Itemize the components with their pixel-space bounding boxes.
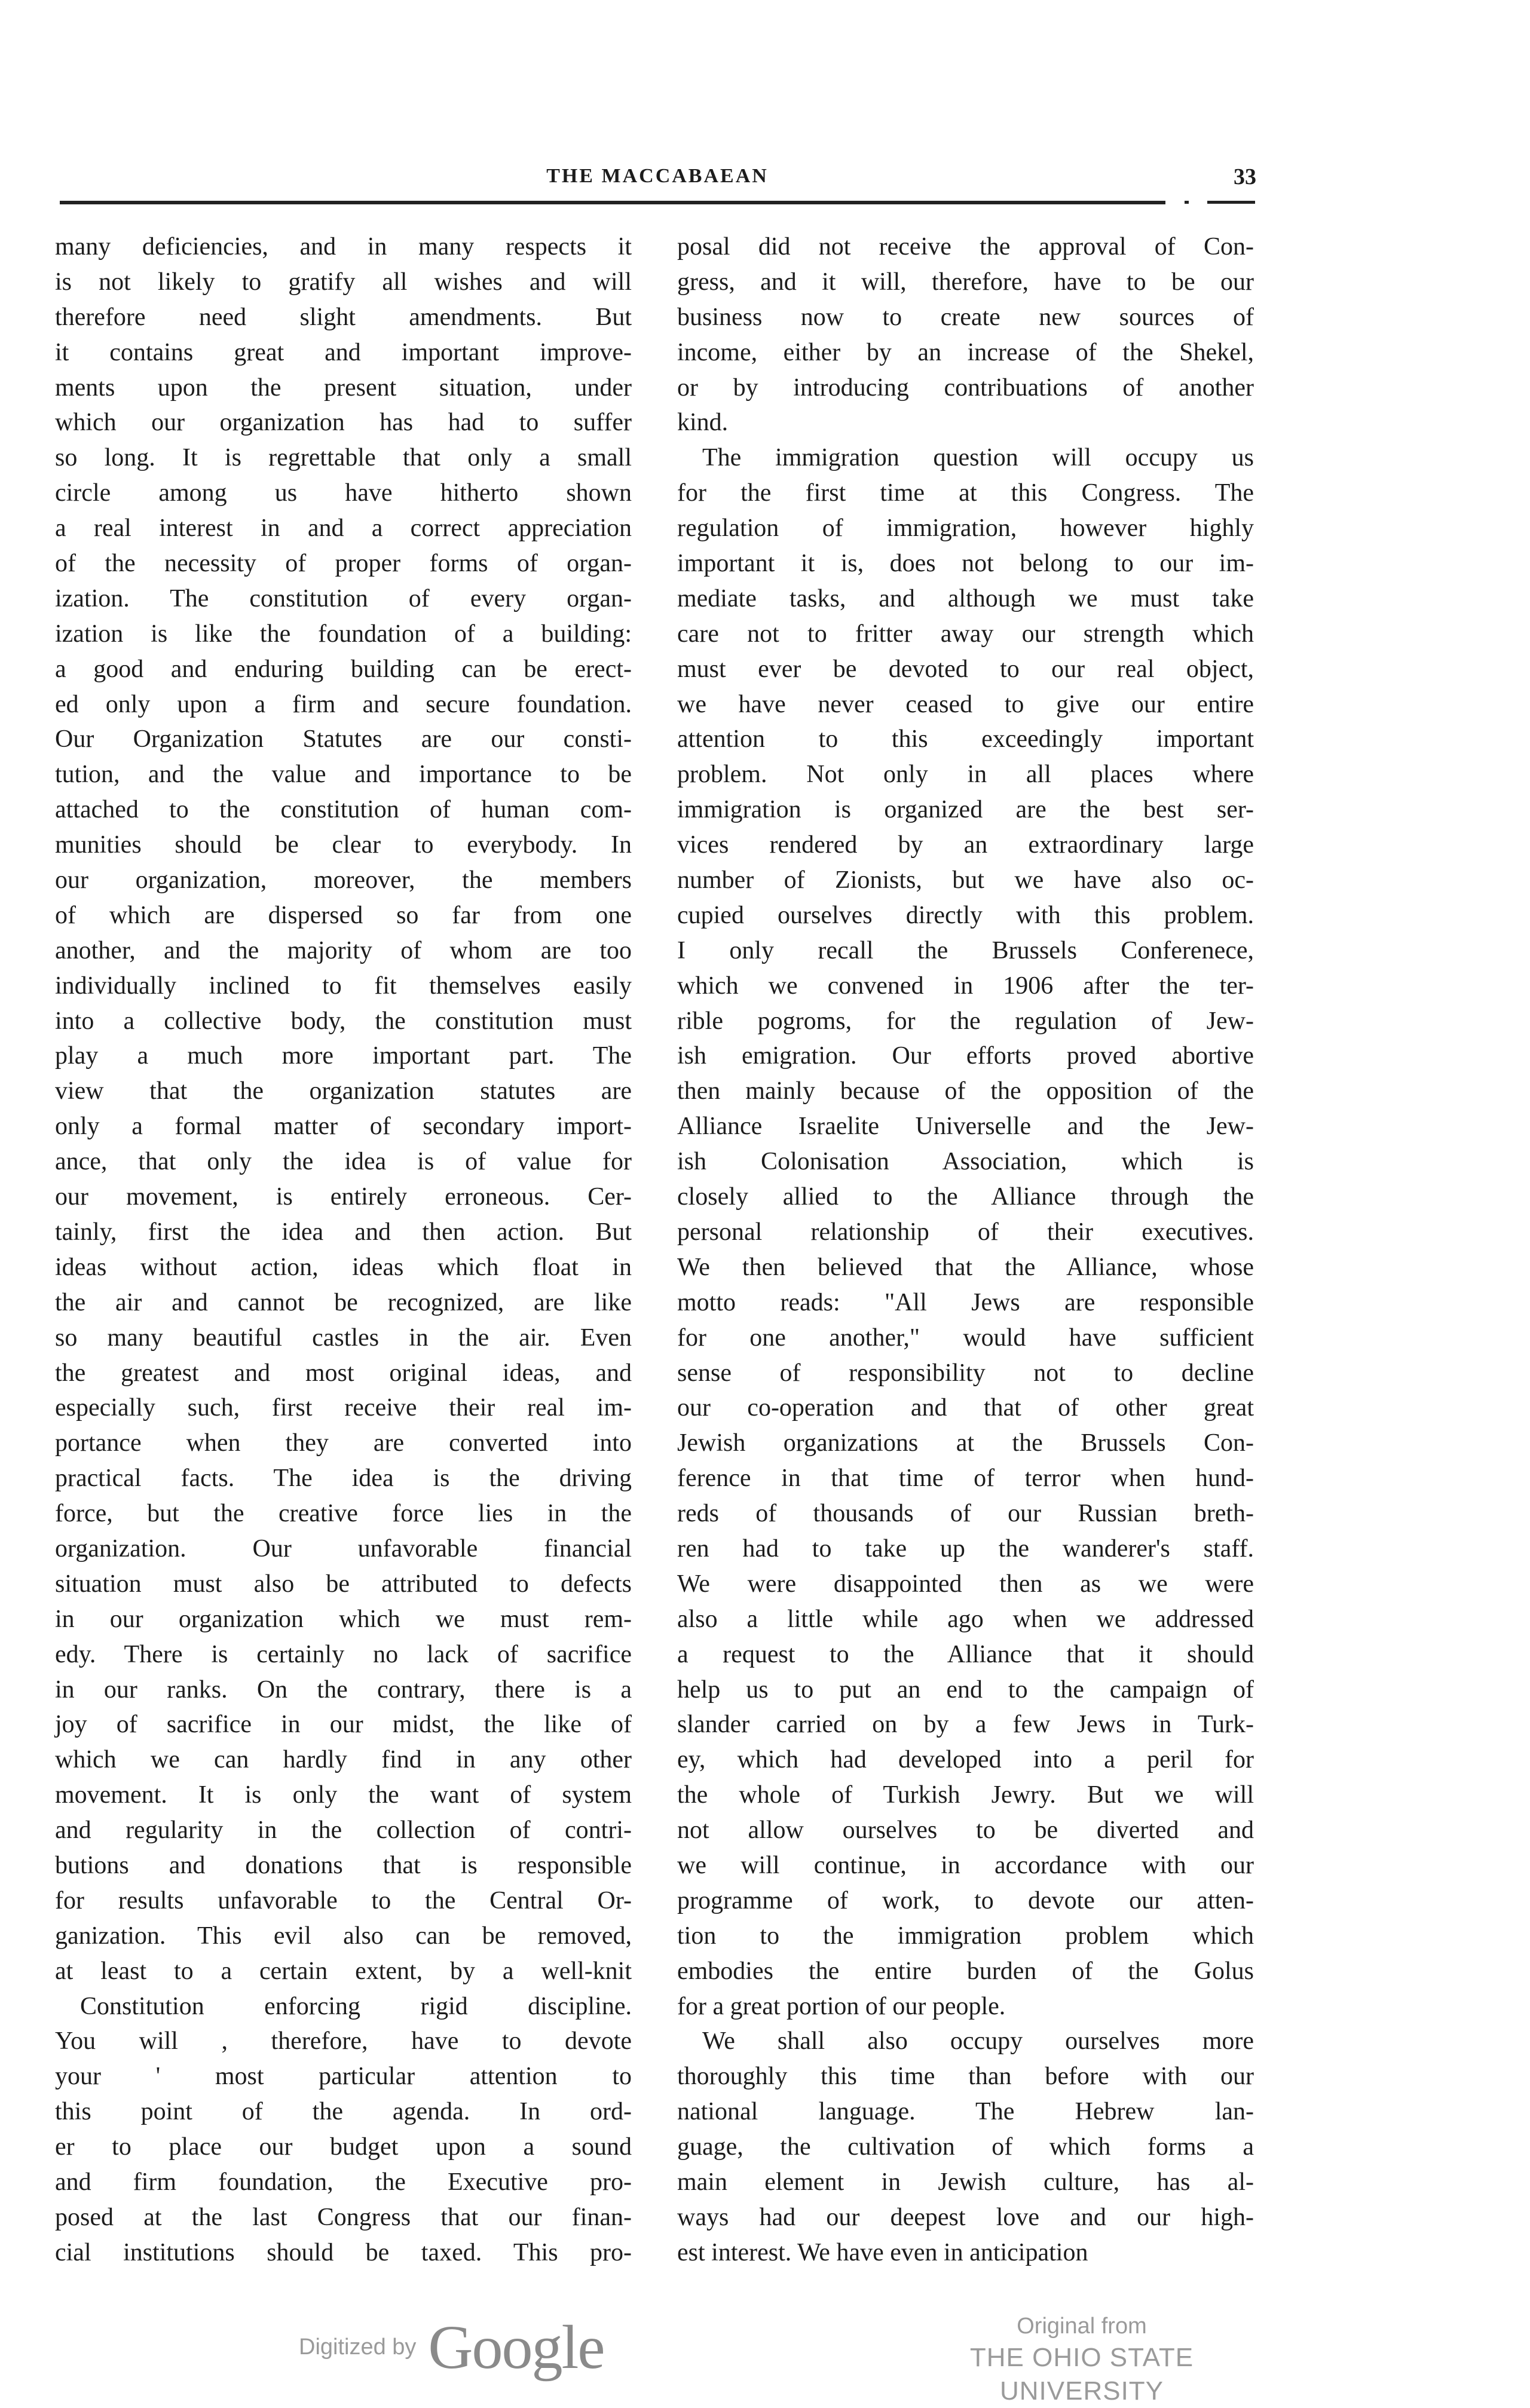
digitized-by-google — [299, 2311, 604, 2383]
text-line: for results unfavorable to the Central Or- — [55, 1886, 632, 1914]
text-line: thoroughly this time than before with our — [677, 2063, 1254, 2091]
journal-title: THE MACCABAEAN — [546, 165, 769, 187]
text-line: Jewish organizations at the Brussels Con- — [677, 1429, 1254, 1457]
text-line: guage, the cultivation of which forms a — [677, 2133, 1254, 2161]
text-line: and firm foundation, the Executive pro- — [55, 2168, 632, 2196]
text-line: our organization, moreover, the members — [55, 866, 632, 894]
text-line: personal relationship of their executives. — [677, 1218, 1254, 1246]
text-line: posed at the last Congress that our finan- — [55, 2203, 632, 2231]
text-line: circle among us have hitherto shown — [55, 479, 632, 507]
text-line: a good and enduring building can be erect- — [55, 655, 632, 683]
text-line: into a collective body, the constitution must — [55, 1007, 632, 1035]
text-line: ideas without action, ideas which float in — [55, 1253, 632, 1281]
text-line: attention to this exceedingly important — [677, 725, 1254, 753]
text-line: programme of work, to devote our atten- — [677, 1886, 1254, 1914]
text-line: ways had our deepest love and our high- — [677, 2203, 1254, 2231]
text-line: organization. Our unfavorable financial — [55, 1534, 632, 1563]
text-line: ganization. This evil also can be removed, — [55, 1922, 632, 1950]
text-line: slander carried on by a few Jews in Turk- — [677, 1711, 1254, 1739]
text-line: important it is, does not belong to our im- — [677, 550, 1254, 578]
header-rule — [60, 201, 1165, 204]
text-line: individually inclined to fit themselves easily — [55, 972, 632, 1000]
text-line: force, but the creative force lies in the — [55, 1500, 632, 1528]
text-line: national language. The Hebrew lan- — [677, 2098, 1254, 2126]
text-line: ed only upon a firm and secure foundation. — [55, 690, 632, 718]
text-line: closely allied to the Alliance through the — [677, 1183, 1254, 1211]
text-line: of the necessity of proper forms of organ- — [55, 550, 632, 578]
text-line: main element in Jewish culture, has al- — [677, 2168, 1254, 2196]
text-line: a request to the Alliance that it should — [677, 1640, 1254, 1668]
text-line: ments upon the present situation, under — [55, 373, 632, 402]
text-line: edy. There is certainly no lack of sacrifice — [55, 1640, 632, 1668]
text-line: and regularity in the collection of contri- — [55, 1816, 632, 1845]
text-line: problem. Not only in all places where — [677, 761, 1254, 789]
text-line: number of Zionists, but we have also oc- — [677, 866, 1254, 894]
text-line: business now to create new sources of — [677, 303, 1254, 331]
text-line: ization. The constitution of every organ- — [55, 584, 632, 612]
text-line: ren had to take up the wanderer's staff. — [677, 1534, 1254, 1563]
text-line: regulation of immigration, however highly — [677, 514, 1254, 543]
text-line: attached to the constitution of human com- — [55, 796, 632, 824]
text-line: Constitution enforcing rigid discipline. — [80, 1992, 632, 2020]
text-line: ish Colonisation Association, which is — [677, 1148, 1254, 1176]
text-line: our movement, is entirely erroneous. Cer- — [55, 1183, 632, 1211]
text-line: ance, that only the idea is of value for — [55, 1148, 632, 1176]
text-line: Alliance Israelite Universelle and the Jew- — [677, 1113, 1254, 1141]
text-line: only a formal matter of secondary import- — [55, 1113, 632, 1141]
text-line: for a great portion of our people. — [677, 1992, 1006, 2020]
text-line: immigration is organized are the best ser- — [677, 796, 1254, 824]
source-institution: THE OHIO STATE UNIVERSITY — [969, 2343, 1194, 2406]
text-line: your ' most particular attention to — [55, 2063, 632, 2091]
text-line: ference in that time of terror when hund- — [677, 1465, 1254, 1493]
text-line: which we can hardly find in any other — [55, 1746, 632, 1774]
text-line: I only recall the Brussels Conferenece, — [677, 936, 1254, 964]
text-line: tion to the immigration problem which — [677, 1922, 1254, 1950]
text-line: The immigration question will occupy us — [702, 444, 1254, 472]
text-column-right — [677, 229, 1254, 2271]
text-line: the air and cannot be recognized, are like — [55, 1288, 632, 1316]
text-line: vices rendered by an extraordinary large — [677, 831, 1254, 859]
text-line: tainly, first the idea and then action. But — [55, 1218, 632, 1246]
text-line: play a much more important part. The — [55, 1042, 632, 1070]
text-line: also a little while ago when we addressed — [677, 1605, 1254, 1633]
text-line: therefore need slight amendments. But — [55, 303, 632, 331]
google-logo: Google — [428, 2312, 604, 2382]
text-line: many deficiencies, and in many respects it — [55, 233, 632, 261]
header-rule-dot — [1185, 201, 1189, 204]
original-from-label: Original from — [1017, 2314, 1147, 2339]
text-line: practical facts. The idea is the driving — [55, 1465, 632, 1493]
text-line: joy of sacrifice in our midst, the like of — [55, 1711, 632, 1739]
source-attribution — [885, 2311, 1279, 2408]
text-line: must ever be devoted to our real object, — [677, 655, 1254, 683]
text-line: then mainly because of the opposition of the — [677, 1077, 1254, 1105]
text-line: income, either by an increase of the Shekel, — [677, 338, 1254, 366]
text-line: it contains great and important improve- — [55, 338, 632, 366]
text-line: cupied ourselves directly with this problem. — [677, 901, 1254, 929]
text-line: so long. It is regrettable that only a small — [55, 444, 632, 472]
text-line: help us to put an end to the campaign of — [677, 1675, 1254, 1704]
header-rule-tail — [1207, 201, 1255, 204]
text-line: at least to a certain extent, by a well-knit — [55, 1957, 632, 1985]
text-line: of which are dispersed so far from one — [55, 901, 632, 929]
text-line: care not to fritter away our strength which — [677, 620, 1254, 648]
text-line: in our organization which we must rem- — [55, 1605, 632, 1633]
text-line: we will continue, in accordance with our — [677, 1851, 1254, 1879]
text-column-left — [55, 229, 632, 2271]
text-line: the whole of Turkish Jewry. But we will — [677, 1781, 1254, 1809]
text-line: cial institutions should be taxed. This pro- — [55, 2238, 632, 2266]
text-line: we have never ceased to give our entire — [677, 690, 1254, 718]
text-line: reds of thousands of our Russian breth- — [677, 1500, 1254, 1528]
text-line: in our ranks. On the contrary, there is a — [55, 1675, 632, 1704]
text-line: We then believed that the Alliance, whose — [677, 1253, 1254, 1281]
text-line: situation must also be attributed to defects — [55, 1570, 632, 1598]
text-line: tution, and the value and importance to be — [55, 761, 632, 789]
text-line: not allow ourselves to be diverted and — [677, 1816, 1254, 1845]
page-number: 33 — [1234, 164, 1256, 189]
text-line: er to place our budget upon a sound — [55, 2133, 632, 2161]
text-line: portance when they are converted into — [55, 1429, 632, 1457]
text-line: butions and donations that is responsible — [55, 1851, 632, 1879]
text-line: rible pogroms, for the regulation of Jew- — [677, 1007, 1254, 1035]
text-line: so many beautiful castles in the air. Even — [55, 1324, 632, 1352]
text-line: ization is like the foundation of a building: — [55, 620, 632, 648]
text-line: mediate tasks, and although we must take — [677, 584, 1254, 612]
text-line: for one another," would have sufficient — [677, 1324, 1254, 1352]
text-line: for the first time at this Congress. The — [677, 479, 1254, 507]
text-line: which our organization has had to suffer — [55, 409, 632, 437]
text-line: est interest. We have even in anticipation — [677, 2238, 1088, 2266]
text-line: the greatest and most original ideas, and — [55, 1359, 632, 1387]
digitized-by-label: Digitized by — [299, 2334, 417, 2360]
text-line: movement. It is only the want of system — [55, 1781, 632, 1809]
text-line: motto reads: "All Jews are responsible — [677, 1288, 1254, 1316]
text-line: We shall also occupy ourselves more — [702, 2027, 1254, 2055]
text-line: ish emigration. Our efforts proved abortive — [677, 1042, 1254, 1070]
text-line: posal did not receive the approval of Con- — [677, 233, 1254, 261]
text-line: is not likely to gratify all wishes and will — [55, 268, 632, 296]
text-line: embodies the entire burden of the Golus — [677, 1957, 1254, 1985]
text-line: gress, and it will, therefore, have to be our — [677, 268, 1254, 296]
text-line: We were disappointed then as we were — [677, 1570, 1254, 1598]
running-header — [60, 165, 1255, 194]
text-line: ey, which had developed into a peril for — [677, 1746, 1254, 1774]
text-line: sense of responsibility not to decline — [677, 1359, 1254, 1387]
text-line: Our Organization Statutes are our consti- — [55, 725, 632, 753]
text-line: another, and the majority of whom are too — [55, 936, 632, 964]
text-line: this point of the agenda. In ord- — [55, 2098, 632, 2126]
text-line: especially such, first receive their real im- — [55, 1394, 632, 1422]
text-line: which we convened in 1906 after the ter- — [677, 972, 1254, 1000]
text-line: munities should be clear to everybody. In — [55, 831, 632, 859]
text-line: or by introducing contribuations of another — [677, 373, 1254, 402]
text-line: You will , therefore, have to devote — [55, 2027, 632, 2055]
text-line: our co-operation and that of other great — [677, 1394, 1254, 1422]
text-line: view that the organization statutes are — [55, 1077, 632, 1105]
text-line: kind. — [677, 409, 729, 437]
text-line: a real interest in and a correct appreciation — [55, 514, 632, 543]
